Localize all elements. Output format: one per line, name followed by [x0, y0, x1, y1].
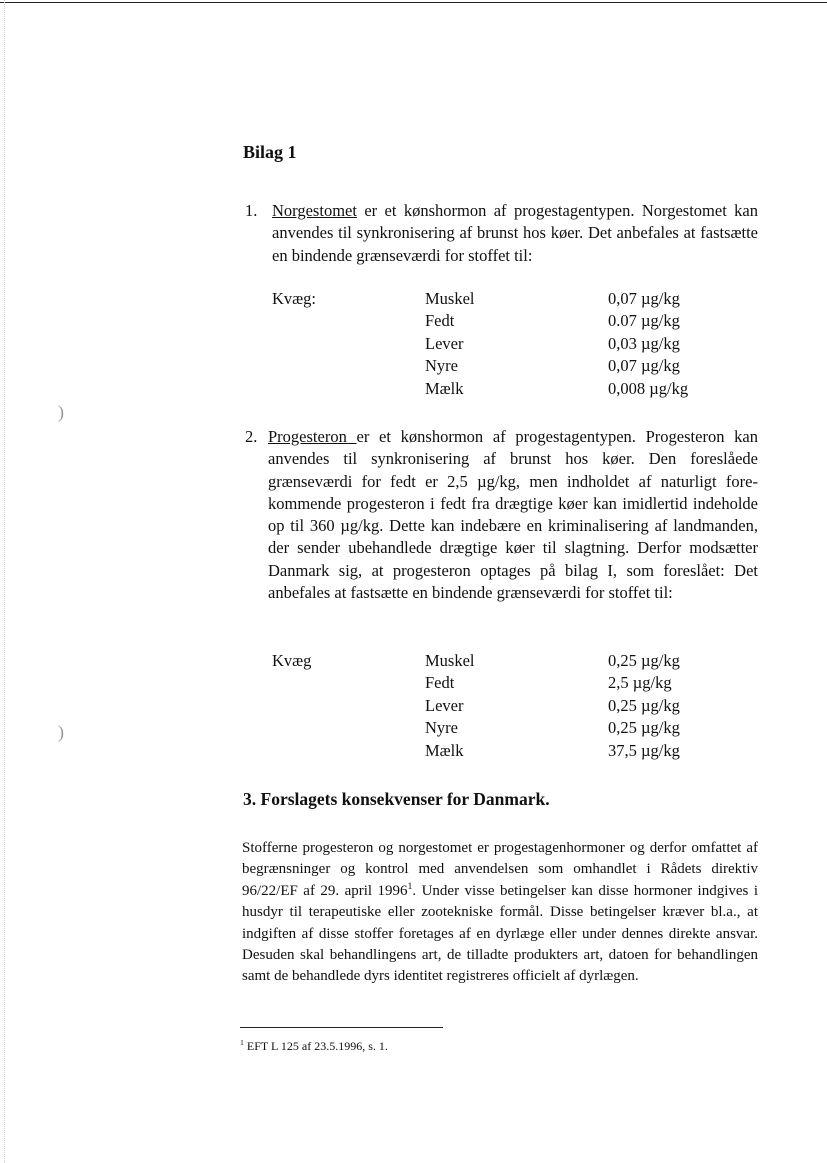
page-heading: Bilag 1	[243, 142, 297, 162]
table-row	[272, 672, 732, 694]
value-cell: 0,07 µg/kg	[608, 356, 680, 376]
tissue-cell: Mælk	[425, 378, 464, 398]
footnote-marker: 1	[240, 1038, 244, 1047]
table-row	[272, 288, 732, 310]
species-cell	[272, 310, 425, 332]
species-cell: Kvæg	[272, 651, 312, 670]
scan-mark: )	[58, 402, 64, 422]
species-cell: Kvæg:	[272, 289, 317, 308]
top-rule	[0, 2, 827, 3]
footnote-text: EFT L 125 af 23.5.1996, s. 1.	[243, 1039, 388, 1053]
item2-text: er et kønshormon af progestagentypen. Progesteron kan anvendes til synkronisering af brunst hos køer. Den foreslåede grænseværdi for fedt er 2,5 µg/kg, men indholdet af naturligt forekommende progesteron i fedt fra drægtige køer kan imidlertid indeholde op til 360 µg/kg. Dette kan indebære en kriminalisering af landmanden, der sender ubehandlede drægtige køer til slagtning. Derfor modsætter Danmark sig, at progesteron optages på bilag I, som foreslået: Det anbefales at fastsætte en bindende grænseværdi for stoffet til:	[268, 427, 758, 603]
table-row	[272, 355, 732, 377]
table-row	[272, 333, 732, 355]
value-cell: 0,07 µg/kg	[608, 289, 680, 308]
section3-text: Stofferne progesteron og norgestomet er progestagenhormoner og derfor omfattet af begrænsninger og kontrol med anvendelsen som omhandlet i Rådets direktiv 96/22/EF af 29. april 1996	[242, 840, 758, 899]
limit-table-norgestomet	[272, 288, 732, 400]
item1-text: er et kønshormon af progestagentypen. Norgestomet kan anvendes til synkronisering af brunst hos køer. Det anbefales at fastsætte en bindende grænseværdi for stoffet til:	[272, 201, 758, 265]
species-cell	[272, 333, 425, 355]
species-cell	[272, 717, 425, 739]
value-cell: 0,25 µg/kg	[608, 651, 680, 670]
tissue-cell: Fedt	[425, 311, 455, 331]
section3-text: . Under visse betingelser kan disse hormoner indgives i husdyr til terapeutiske eller zootekniske formål. Disse betingelser kræver bl.a., at indgiften af disse stoffer foretages af en dyrlæge eller under dennes direkte ansvar. Desuden skal behandlingens art, de tilladte produkters art, datoen for behandlingen samt de behandlede dyrs identitet registreres officielt af dyrlægen.	[242, 882, 759, 985]
item1-paragraph	[272, 200, 758, 267]
table-row	[272, 740, 732, 762]
item-number: 1.	[245, 201, 258, 220]
value-cell: 37,5 µg/kg	[608, 740, 680, 760]
tissue-cell: Nyre	[425, 356, 458, 376]
tissue-cell: Muskel	[425, 651, 475, 670]
tissue-cell: Muskel	[425, 289, 475, 308]
table-row	[272, 695, 732, 717]
tissue-cell: Fedt	[425, 673, 455, 693]
scan-edge	[4, 0, 5, 1163]
value-cell: 2,5 µg/kg	[608, 673, 672, 693]
value-cell: 0,25 µg/kg	[608, 695, 680, 715]
value-cell: 0,03 µg/kg	[608, 333, 680, 353]
species-cell	[272, 378, 425, 400]
section-heading: 3. Forslagets konsekvenser for Danmark.	[243, 789, 550, 809]
item2-paragraph	[268, 426, 758, 604]
footnote-reference: 1	[407, 880, 413, 892]
species-cell	[272, 672, 425, 694]
tissue-cell: Mælk	[425, 740, 464, 760]
footnote	[240, 1039, 388, 1054]
table-row	[272, 310, 732, 332]
section3-paragraph	[242, 838, 758, 988]
term-progesteron: Progesteron	[268, 427, 357, 446]
tissue-cell: Nyre	[425, 718, 458, 738]
value-cell: 0,008 µg/kg	[608, 378, 689, 398]
species-cell	[272, 695, 425, 717]
value-cell: 0,25 µg/kg	[608, 718, 680, 738]
tissue-cell: Lever	[425, 333, 464, 353]
value-cell: 0.07 µg/kg	[608, 311, 680, 331]
term-norgestomet: Norgestomet	[272, 201, 357, 220]
limit-table-progesteron	[272, 650, 732, 762]
tissue-cell: Lever	[425, 695, 464, 715]
item-number: 2.	[245, 427, 258, 446]
scan-mark: )	[58, 722, 64, 742]
footnote-rule	[240, 1027, 443, 1028]
species-cell	[272, 740, 425, 762]
table-row	[272, 717, 732, 739]
table-row	[272, 378, 732, 400]
table-row	[272, 650, 732, 672]
species-cell	[272, 355, 425, 377]
